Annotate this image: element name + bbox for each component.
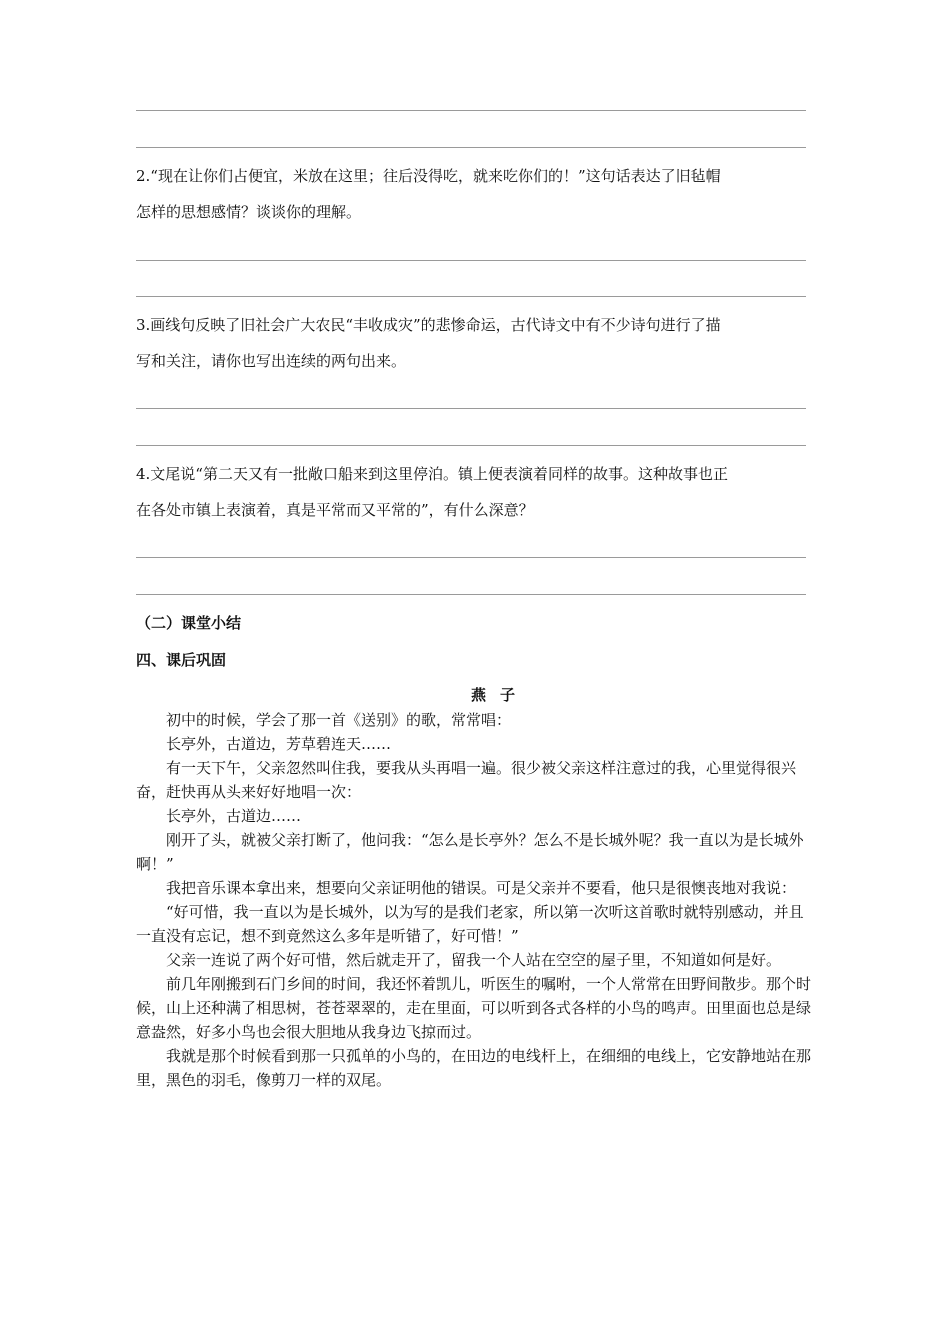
paragraph: 初中的时候，学会了那一首《送别》的歌，常常唱： [166, 711, 512, 729]
question-text: 怎样的思想感情？谈谈你的理解。 [136, 203, 362, 221]
question-2 [136, 158, 812, 230]
question-text: 4.文尾说“第二天又有一批敞口船来到这里停泊。镇上便表演着同样的故事。这种故事也正 [136, 465, 728, 483]
answer-line [136, 445, 806, 446]
paragraph: 前几年刚搬到石门乡间的时间，我还怀着凯儿，听医生的嘱咐，一个人常常在田野间散步。那个时候，山上还种满了相思树，苍苍翠翠的，走在里面，可以听到各式各样的小鸟的鸣声。田里面也总是绿意盎然，好多小鸟也会很大胆地从我身边飞掠而过。 [136, 975, 812, 1041]
story-title: 燕子 [470, 686, 529, 704]
paragraph: 父亲一连说了两个好可惜，然后就走开了，留我一个人站在空空的屋子里，不知道如何是好。 [166, 951, 782, 969]
section-heading-summary: （二）课堂小结 [136, 614, 242, 632]
paragraph: 我就是那个时候看到那一只孤单的小鸟的，在田边的电线杆上，在细细的电线上，它安静地站在那里，黑色的羽毛，像剪刀一样的双尾。 [136, 1047, 812, 1089]
question-text: 3.画线句反映了旧社会广大农民“丰收成灾”的悲惨命运，古代诗文中有不少诗句进行了描 [136, 316, 721, 334]
paragraph: 有一天下午，父亲忽然叫住我，要我从头再唱一遍。很少被父亲这样注意过的我，心里觉得很兴奋，赶快再从头来好好地唱一次： [136, 759, 797, 801]
answer-line [136, 110, 806, 111]
paragraph: 我把音乐课本拿出来，想要向父亲证明他的错误。可是父亲并不要看，他只是很懊丧地对我说： [166, 879, 797, 897]
question-text: 写和关注，请你也写出连续的两句出来。 [136, 352, 407, 370]
answer-line [136, 594, 806, 595]
paragraph: 长亭外，古道边…… [166, 807, 302, 825]
question-text: 2.“现在让你们占便宜，米放在这里；往后没得吃，就来吃你们的！”这句话表达了旧毡帽 [136, 167, 721, 185]
answer-line [136, 408, 806, 409]
question-3 [136, 307, 812, 379]
answer-line [136, 296, 806, 297]
section-heading-consolidate: 四、课后巩固 [136, 651, 227, 669]
answer-line [136, 260, 806, 261]
paragraph: 长亭外，古道边，芳草碧连天…… [166, 735, 392, 753]
paragraph: 刚开了头，就被父亲打断了，他问我：“怎么是长亭外？怎么不是长城外呢？我一直以为是长城外啊！” [136, 831, 804, 873]
story-body [136, 708, 812, 1092]
answer-line [136, 557, 806, 558]
question-text: 在各处市镇上表演着，真是平常而又平常的”，有什么深意？ [136, 501, 534, 519]
answer-line [136, 147, 806, 148]
paragraph: “好可惜，我一直以为是长城外，以为写的是我们老家，所以第一次听这首歌时就特别感动，并且一直没有忘记，想不到竟然这么多年是听错了，好可惜！” [136, 903, 804, 945]
question-4 [136, 456, 812, 528]
